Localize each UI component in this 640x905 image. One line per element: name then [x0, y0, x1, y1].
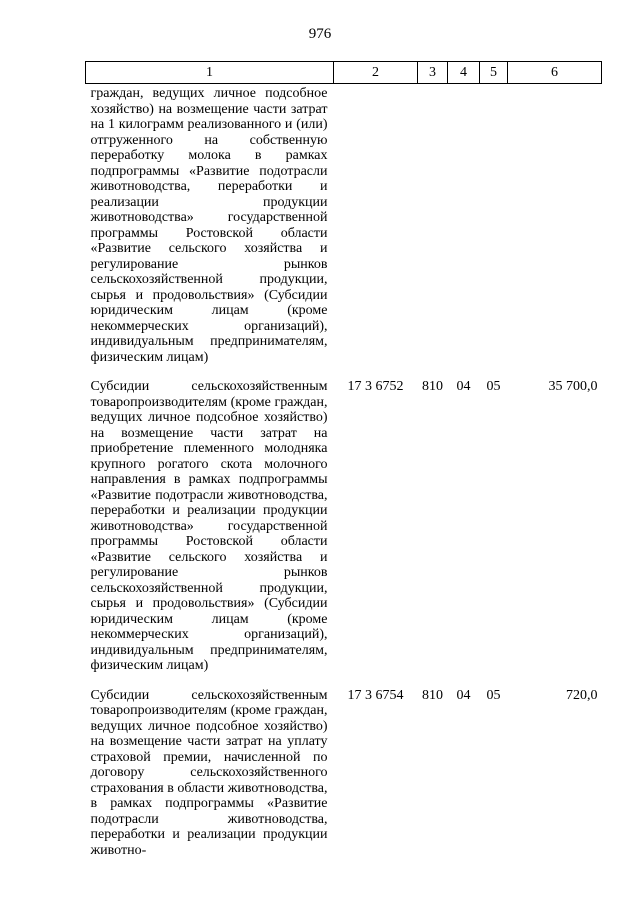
- row-section: 04: [456, 687, 471, 703]
- row-section: 04: [456, 379, 471, 394]
- budget-table: [85, 61, 602, 868]
- table-header-row: [86, 62, 602, 84]
- table-row: [86, 684, 602, 869]
- table-row: [86, 375, 602, 684]
- row-subsection: 05: [486, 379, 501, 394]
- column-header-amount: 6: [508, 62, 602, 84]
- row-expense-type: 810: [422, 379, 443, 394]
- row-expense-type: [418, 84, 448, 376]
- row-amount: [508, 84, 602, 376]
- row-description: граждан, ведущих личное подсобное хозяйство) на возмещение части затрат на 1 килограмм реализованного и (или) отгруженного на собственную переработку молока в рамках подпрограммы «Развитие подотрасли животноводства, переработки и реализации продукции животноводства» государственной программы Ростовской области «Развитие сельского хозяйства и регулирование рынков сельскохозяйственной продукции, сырья и продовольствия» (Субсидии юридическим лицам (кроме некоммерческих организаций), индивидуальным предпринимателям, физическим лицам): [90, 86, 328, 365]
- row-target-item: 17 3 6752: [347, 379, 404, 394]
- column-header-subsection: 5: [480, 62, 508, 84]
- row-amount: 720,0: [566, 687, 598, 703]
- column-header-name: 1: [86, 62, 334, 84]
- page-number: 976: [308, 26, 332, 42]
- column-header-target-item: 2: [334, 62, 418, 84]
- row-target-item: [334, 84, 418, 376]
- column-header-section: 4: [448, 62, 480, 84]
- row-subsection: 05: [486, 687, 501, 703]
- row-subsection: [480, 84, 508, 376]
- row-description: Субсидии сельскохозяйственным товаропроизводителям (кроме граждан, ведущих личное подсобное хозяйство) на возмещение части затрат на приобретение племенного молодняка крупного рогатого скота молочного направления в рамках подпрограммы «Развитие подотрасли животноводства, переработки и реализации продукции животноводства» государственной программы Ростовской области «Развитие сельского хозяйства и регулирование рынков сельскохозяйственной продукции, сырья и продовольствия» (Субсидии юридическим лицам (кроме некоммерческих организаций), индивидуальным предпринимателям, физическим лицам): [90, 379, 328, 673]
- row-expense-type: 810: [422, 687, 443, 703]
- row-section: [448, 84, 480, 376]
- row-description: Субсидии сельскохозяйственным товаропроизводителям (кроме граждан, ведущих личное подсобное хозяйство) на возмещение части затрат на уплату страховой премии, начисленной по договору сельскохозяйственного страхования в области животноводства, в рамках подпрограммы «Развитие подотрасли животноводства, переработки и реализации продукции животно-: [90, 687, 328, 858]
- row-target-item: 17 3 6754: [347, 687, 404, 703]
- column-header-expense-type: 3: [418, 62, 448, 84]
- row-amount: 35 700,0: [548, 379, 598, 394]
- table-row: [86, 84, 602, 376]
